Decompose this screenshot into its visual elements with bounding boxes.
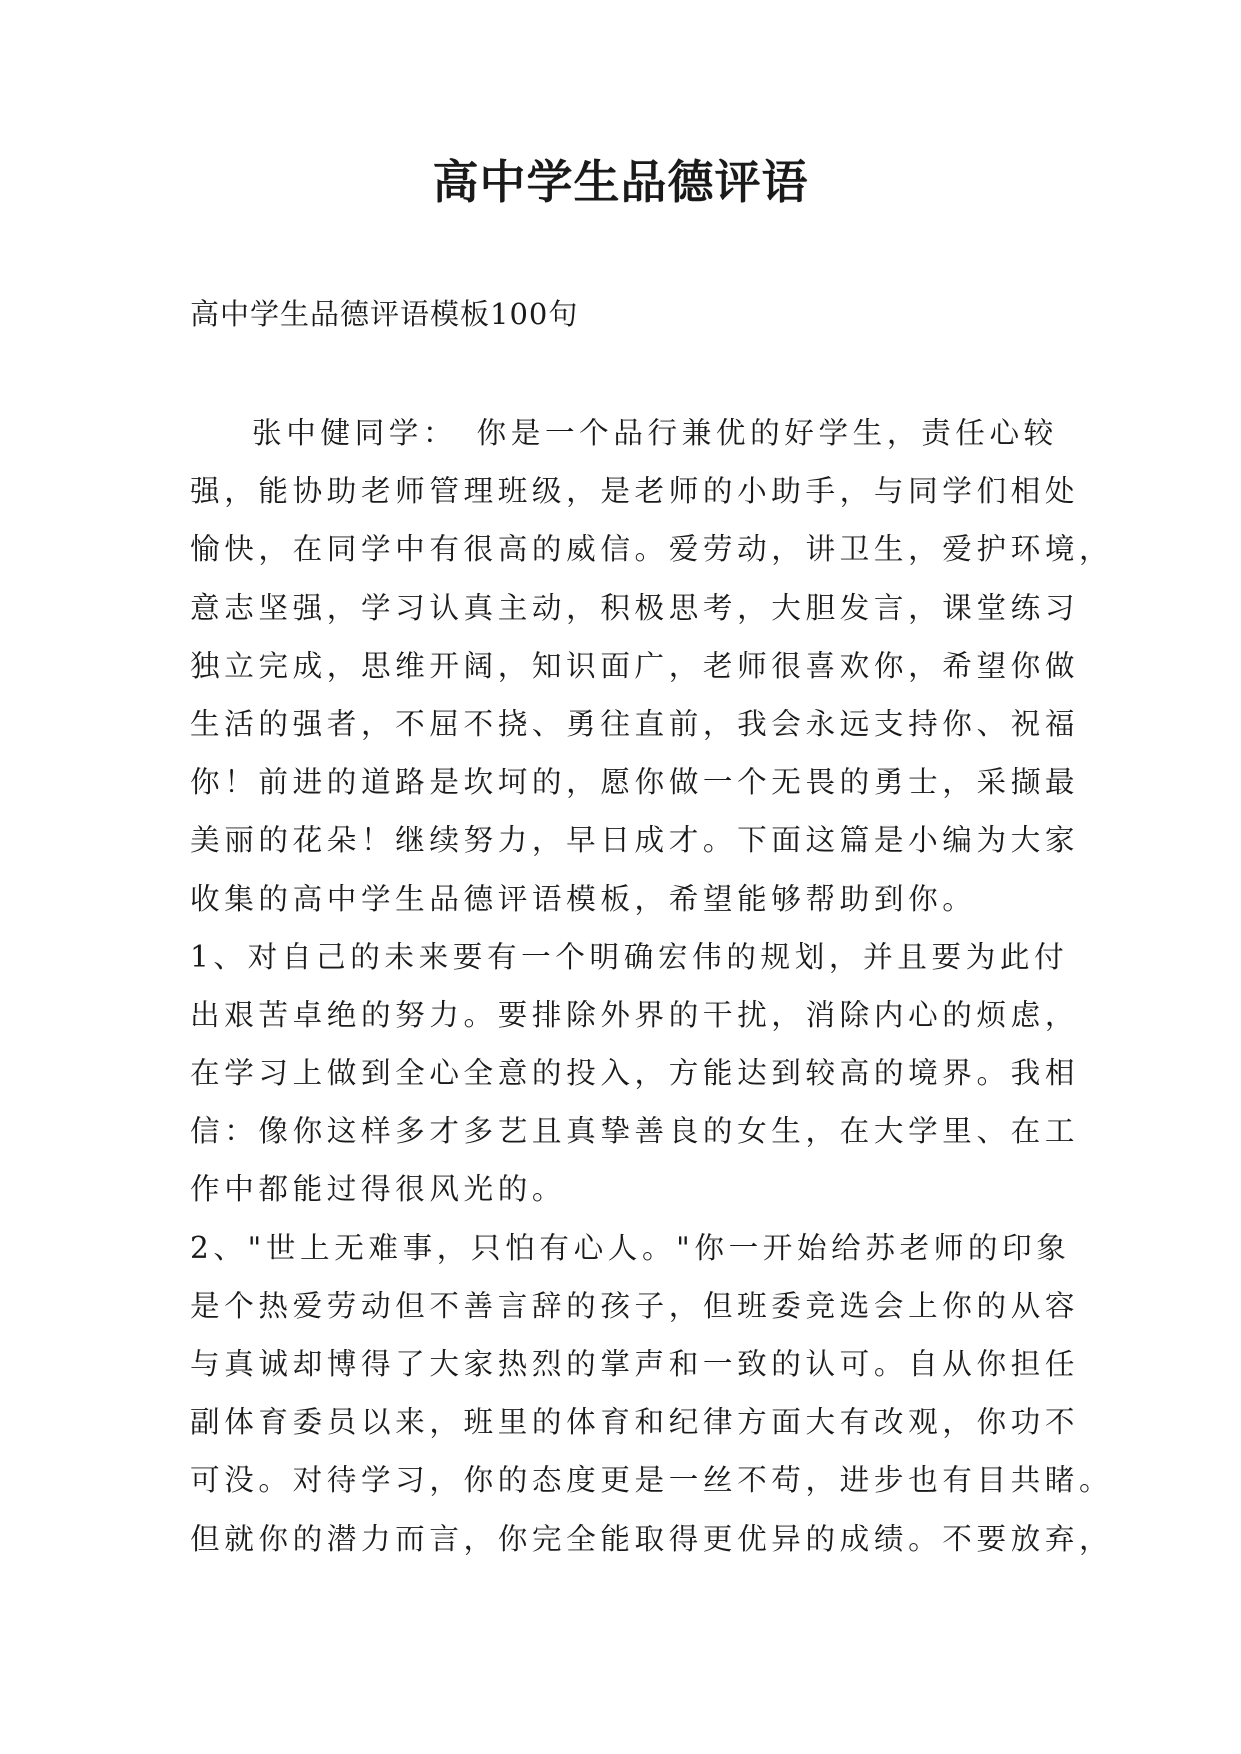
body-line: 在学习上做到全心全意的投入，方能达到较高的境界。我相 <box>190 1056 1080 1091</box>
body-line: 1、对自己的未来要有一个明确宏伟的规划，并且要为此付 <box>190 939 1069 974</box>
body-line: 2、"世上无难事，只怕有心人。"你一开始给苏老师的印象 <box>190 1230 1071 1265</box>
body-line: 与真诚却博得了大家热烈的掌声和一致的认可。自从你担任 <box>190 1347 1080 1381</box>
body-line: 强，能协助老师管理班级，是老师的小助手，与同学们相处 <box>190 474 1080 509</box>
body-line: 出艰苦卓绝的努力。要排除外界的干扰，消除内心的烦虑， <box>190 997 1080 1032</box>
body-line: 副体育委员以来，班里的体育和纪律方面大有改观，你功不 <box>190 1405 1080 1440</box>
body-line: 收集的高中学生品德评语模板，希望能够帮助到你。 <box>190 881 977 916</box>
body-line: 你！前进的道路是坎坷的，愿你做一个无畏的勇士，采撷最 <box>190 765 1080 800</box>
body-line: 独立完成，思维开阔，知识面广，老师很喜欢你，希望你做 <box>190 648 1080 683</box>
body-line: 愉快，在同学中有很高的威信。爱劳动，讲卫生，爱护环境， <box>190 532 1114 567</box>
body-line: 作中都能过得很风光的。 <box>190 1172 567 1207</box>
document-body <box>190 404 1114 1568</box>
document-title: 高中学生品德评语 <box>432 155 809 209</box>
body-line: 生活的强者，不屈不挠、勇往直前，我会永远支持你、祝福 <box>190 706 1080 741</box>
body-line: 但就你的潜力而言，你完全能取得更优异的成绩。不要放弃， <box>190 1521 1114 1556</box>
body-line: 意志坚强，学习认真主动，积极思考，大胆发言，课堂练习 <box>190 590 1080 625</box>
body-line: 可没。对待学习，你的态度更是一丝不苟，进步也有目共睹。 <box>190 1463 1114 1498</box>
body-line: 美丽的花朵！继续努力，早日成才。下面这篇是小编为大家 <box>190 823 1080 858</box>
body-line: 张中健同学： 你是一个品行兼优的好学生，责任心较 <box>252 416 1058 450</box>
body-line: 是个热爱劳动但不善言辞的孩子，但班委竞选会上你的从容 <box>190 1288 1080 1323</box>
document-subtitle: 高中学生品德评语模板100句 <box>190 297 579 331</box>
body-line: 信：像你这样多才多艺且真挚善良的女生，在大学里、在工 <box>190 1114 1080 1149</box>
